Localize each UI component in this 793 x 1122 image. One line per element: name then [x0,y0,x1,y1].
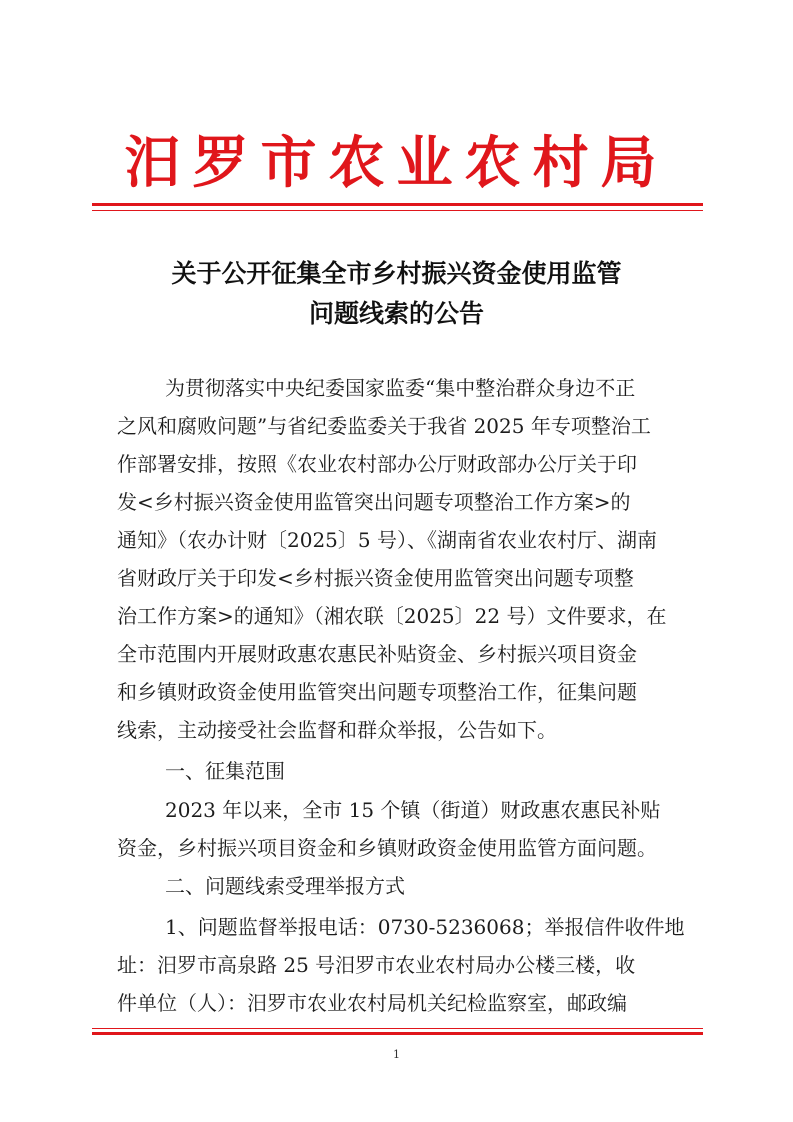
paragraph-line: 为贯彻落实中央纪委国家监委“集中整治群众身边不正 [165,376,636,400]
paragraph-line: 资金，乡村振兴项目资金和乡镇财政资金使用监管方面问题。 [117,836,657,860]
paragraph-line: 和乡镇财政资金使用监管突出问题专项整治工作，征集问题 [117,680,637,704]
paragraph-line: 线索，主动接受社会监督和群众举报，公告如下。 [117,718,557,742]
paragraph-line: 治工作方案>的通知》（湘农联〔2025〕22 号）文件要求，在 [117,604,667,628]
paragraph-line: 址：汨罗市高泉路 25 号汨罗市农业农村局办公楼三楼，收 [117,953,636,977]
paragraph-line: 之风和腐败问题”与省纪委监委关于我省 2025 年专项整治工 [117,414,651,438]
letterhead-rule-thin [92,210,703,211]
paragraph-line: 2023 年以来，全市 15 个镇（街道）财政惠农惠民补贴 [165,798,661,822]
letterhead-rule-thick [92,203,703,206]
paragraph-line: 发<乡村振兴资金使用监管突出问题专项整治工作方案>的 [117,490,631,514]
paragraph-line: 件单位（人）：汨罗市农业农村局机关纪检监察室，邮政编 [117,991,627,1015]
paragraph-line: 作部署安排，按照《农业农村部办公厅财政部办公厅关于印 [117,452,637,476]
section-heading-report-methods: 二、问题线索受理举报方式 [165,874,405,898]
paragraph-line: 通知》（农办计财〔2025〕5 号）、《湖南省农业农村厅、湖南 [117,528,657,552]
section-heading-scope: 一、征集范围 [165,759,285,783]
footer-rule-thick [92,1032,703,1035]
letterhead-org-name: 汨罗市农业农村局 [124,130,669,196]
document-title-line-1: 关于公开征集全市乡村振兴资金使用监管 [171,259,622,288]
paragraph-line: 1、问题监督举报电话：0730-5236068；举报信件收件地 [165,915,685,939]
paragraph-line: 全市范围内开展财政惠农惠民补贴资金、乡村振兴项目资金 [117,642,637,666]
document-title-line-2: 问题线索的公告 [308,299,484,328]
page-number: 1 [393,1048,400,1061]
paragraph-line: 省财政厅关于印发<乡村振兴资金使用监管突出问题专项整 [117,566,634,590]
footer-rule-thin [92,1028,703,1029]
